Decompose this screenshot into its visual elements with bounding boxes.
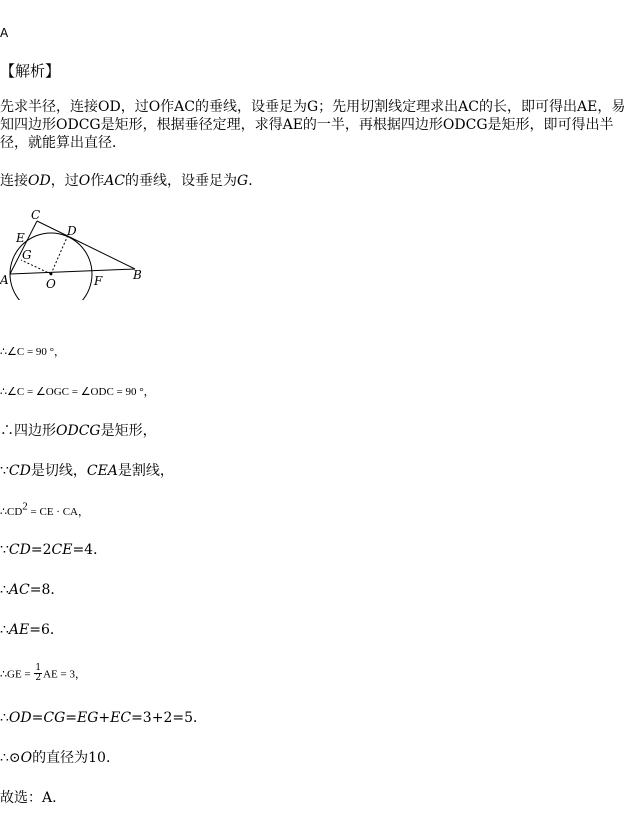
step-power-of-point: $\therefore CD^2$ = CE · CA， — [0, 500, 89, 518]
analysis-paragraph: 先求半径，连接OD，过O作AC的垂线，设垂足为G；先用切割线定理求出AC的长，即可得出AE，易知四边形ODCG是矩形，根据垂径定理，求得AE的一半，再根据四边形ODCG是矩形，即可得出半径，就能算出直径． — [0, 99, 626, 151]
step-angle-c: ∴∠C = 90 °， — [0, 346, 66, 358]
label-a: A — [0, 273, 9, 287]
step-tangent-secant: ∵CD是切线，CEA是割线， — [0, 463, 174, 479]
label-b: B — [133, 268, 142, 282]
step-ac-value: ∴AC=8． — [0, 582, 65, 598]
label-d: D — [67, 224, 77, 238]
label-f: F — [94, 274, 103, 288]
step-ge-value: ∴GE = $\frac{1}{2}$ AE = 3， — [0, 663, 86, 683]
geometry-figure — [0, 205, 160, 300]
step-intro: 连接OD，过O作AC的垂线，设垂足为G． — [0, 173, 263, 189]
label-c: C — [31, 208, 41, 222]
segment-cb — [37, 221, 135, 269]
answer-letter: A — [0, 26, 9, 40]
segment-od — [51, 235, 68, 274]
fraction-one-half: $\frac{1}{2}$ — [35, 663, 42, 683]
label-e: E — [16, 231, 25, 245]
label-g: G — [22, 248, 32, 262]
step-diameter: ∴⊙O的直径为10. — [0, 750, 111, 766]
step-cd-value: ∵CD=2CE=4． — [0, 542, 108, 558]
step-radius-value: ∴OD=CG=EG+EC=3+2=5． — [0, 710, 207, 726]
label-o: O — [46, 277, 56, 291]
step-ae-value: ∴AE=6． — [0, 622, 64, 638]
step-right-angles: ∴∠C = ∠OGC = ∠ODC = 90 °， — [0, 386, 155, 398]
final-answer: 故选：A. — [0, 790, 57, 806]
segment-og — [21, 260, 51, 274]
point-o — [50, 273, 53, 276]
segment-ab — [10, 269, 135, 274]
section-title: 【解析】 — [0, 62, 61, 80]
step-rectangle: ∴四边形ODCG是矩形， — [0, 423, 157, 439]
